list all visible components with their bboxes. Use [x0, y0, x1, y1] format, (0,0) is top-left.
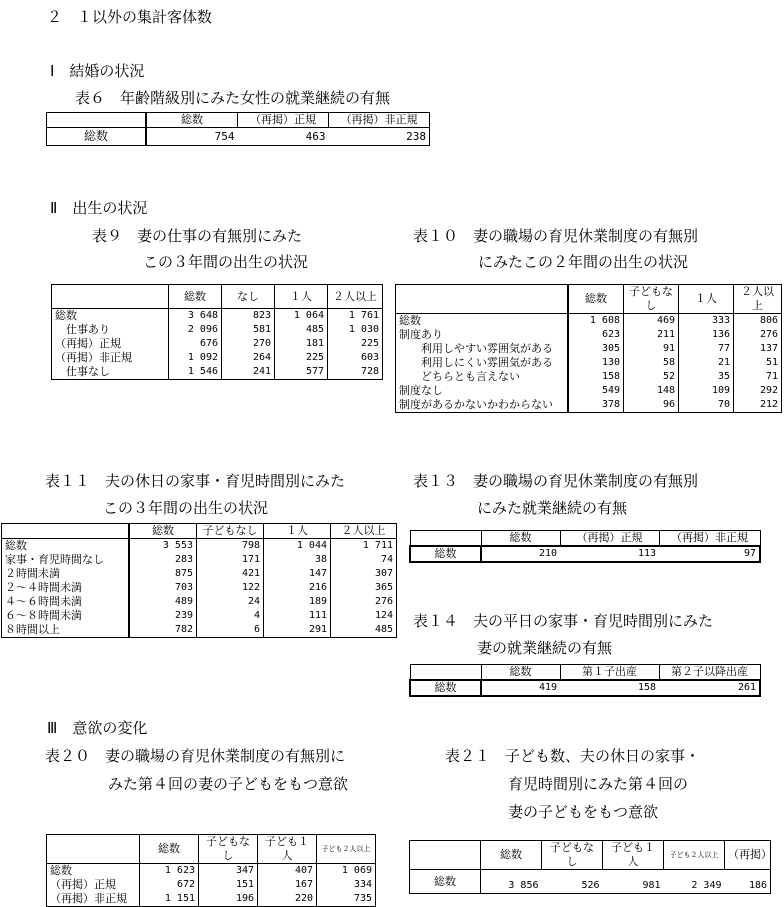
cell-value: 6	[197, 623, 264, 638]
cell-value: 216	[264, 581, 331, 595]
table-header-cell: （再掲）非正規	[329, 113, 430, 128]
table-header-cell: （再掲）	[725, 841, 771, 870]
table-header-cell	[410, 841, 481, 870]
cell-value: 875	[129, 567, 197, 581]
cell-value: 365	[331, 581, 397, 595]
cell-value: 981	[603, 870, 664, 894]
cell-value: 798	[197, 539, 264, 554]
cell-value: 148	[624, 384, 679, 398]
table10-caption-line1: 表１０ 妻の職場の育児休業制度の有無別	[413, 227, 699, 245]
cell-value: 485	[331, 623, 397, 638]
table-header-cell: 総数	[481, 841, 542, 870]
table-header-cell: 第２子以降出産	[659, 665, 760, 681]
table-row	[410, 680, 760, 696]
table10-body	[396, 314, 782, 413]
table-header-row	[52, 285, 383, 309]
cell-value: 292	[734, 384, 782, 398]
row-label: ４～６時間未満	[2, 595, 130, 609]
cell-value: 463	[238, 128, 329, 146]
row-label: 総数	[52, 309, 169, 324]
table6	[46, 112, 430, 146]
cell-value: 735	[317, 892, 376, 907]
cell-value: 1 069	[317, 864, 376, 879]
table-header-cell: 総数	[146, 113, 238, 128]
row-label: どちらとも言えない	[396, 370, 569, 384]
table-header-cell: 子ども１人	[603, 841, 664, 870]
table-header-cell: 総数	[481, 665, 560, 681]
row-label: 総数	[410, 870, 481, 894]
cell-value: 782	[129, 623, 197, 638]
cell-value: 52	[624, 370, 679, 384]
cell-value: 158	[560, 680, 659, 696]
cell-value: 305	[568, 342, 624, 356]
table-header-cell	[52, 285, 169, 309]
cell-value: 2 096	[169, 323, 222, 337]
cell-value: 421	[197, 567, 264, 581]
cell-value: 96	[624, 398, 679, 413]
table-row	[410, 870, 771, 894]
cell-value: 276	[734, 328, 782, 342]
table-header-cell: 総数	[169, 285, 222, 309]
table-header-row	[47, 113, 430, 128]
cell-value: 270	[222, 337, 275, 351]
table-row	[396, 398, 782, 413]
row-label: ８時間以上	[2, 623, 130, 638]
table11-caption-line1: 表１１ 夫の休日の家事・育児時間別にみた	[45, 472, 346, 490]
table-header-row	[410, 531, 760, 547]
cell-value: 109	[679, 384, 734, 398]
table-row	[396, 314, 782, 329]
table-header-row	[2, 524, 397, 539]
cell-value: 58	[624, 356, 679, 370]
table-row	[52, 323, 383, 337]
row-label: 制度なし	[396, 384, 569, 398]
cell-value: 3 648	[169, 309, 222, 324]
cell-value: 74	[331, 553, 397, 567]
cell-value: 97	[659, 546, 760, 562]
table-header-cell: ２人以上	[328, 285, 383, 309]
table13	[409, 530, 761, 563]
cell-value: 581	[222, 323, 275, 337]
table-row	[2, 567, 397, 581]
table-header-cell: ２人以上	[331, 524, 397, 539]
table-row	[396, 356, 782, 370]
cell-value: 469	[624, 314, 679, 329]
row-label: 総数	[47, 864, 140, 879]
table-row	[410, 546, 760, 562]
table11-caption-line2: この３年間の出生の状況	[103, 499, 269, 517]
cell-value: 1 761	[328, 309, 383, 324]
table13-caption-line2: にみた就業継続の有無	[477, 499, 628, 517]
section-title-marriage: Ⅰ 結婚の状況	[50, 62, 145, 80]
cell-value: 35	[679, 370, 734, 384]
cell-value: 77	[679, 342, 734, 356]
table6-caption: 表６ 年齢階級別にみた女性の就業継続の有無	[75, 89, 391, 107]
cell-value: 489	[129, 595, 197, 609]
cell-value: 1 546	[169, 365, 222, 380]
cell-value: 4	[197, 609, 264, 623]
table-header-cell	[410, 531, 481, 547]
cell-value: 378	[568, 398, 624, 413]
table-header-cell: 子どもなし	[197, 524, 264, 539]
table-header-cell: 子ども２人以上	[664, 841, 725, 870]
row-label: 制度があるかないかわからない	[396, 398, 569, 413]
table9	[51, 284, 383, 380]
row-label: 利用しにくい雰囲気がある	[396, 356, 569, 370]
cell-value: 167	[258, 878, 317, 892]
cell-value: 24	[197, 595, 264, 609]
table9-caption-line1: 表９ 妻の仕事の有無別にみた	[92, 227, 303, 245]
table-header-cell: （再掲）正規	[560, 531, 659, 547]
cell-value: 211	[624, 328, 679, 342]
cell-value: 220	[258, 892, 317, 907]
cell-value: 485	[275, 323, 328, 337]
cell-value: 239	[129, 609, 197, 623]
table-header-cell: （再掲）非正規	[659, 531, 760, 547]
table-header-cell	[396, 285, 569, 314]
cell-value: 549	[568, 384, 624, 398]
row-label: ２時間未満	[2, 567, 130, 581]
table21	[409, 840, 771, 894]
table-header-cell: 子どもなし	[199, 835, 258, 864]
table11-body	[2, 539, 397, 638]
cell-value: 136	[679, 328, 734, 342]
table-header-cell: （再掲）正規	[238, 113, 329, 128]
cell-value: 1 151	[140, 892, 199, 907]
row-label: 制度あり	[396, 328, 569, 342]
table-row	[396, 370, 782, 384]
row-label: ６～８時間未満	[2, 609, 130, 623]
table9-body	[52, 309, 383, 380]
cell-value: 241	[222, 365, 275, 380]
cell-value: 283	[129, 553, 197, 567]
cell-value: 225	[275, 351, 328, 365]
table-row	[396, 328, 782, 342]
table21-caption-line2: 育児時間別にみた第４回の	[508, 775, 689, 793]
row-label: （再掲）正規	[47, 878, 140, 892]
cell-value: 186	[725, 870, 771, 894]
table-header-row	[410, 665, 760, 681]
cell-value: 347	[199, 864, 258, 879]
table11	[1, 523, 397, 638]
section-title-birth: Ⅱ 出生の状況	[50, 199, 148, 217]
cell-value: 1 623	[140, 864, 199, 879]
table20	[46, 834, 376, 907]
cell-value: 2 349	[664, 870, 725, 894]
table14-caption-line1: 表１４ 夫の平日の家事・育児時間別にみた	[413, 612, 714, 630]
table-row	[52, 309, 383, 324]
cell-value: 754	[146, 128, 238, 146]
cell-value: 238	[329, 128, 430, 146]
table10	[395, 284, 782, 413]
table-row	[47, 878, 376, 892]
cell-value: 122	[197, 581, 264, 595]
cell-value: 181	[275, 337, 328, 351]
table14	[409, 664, 761, 697]
table20-body	[47, 864, 376, 907]
cell-value: 823	[222, 309, 275, 324]
cell-value: 51	[734, 356, 782, 370]
cell-value: 728	[328, 365, 383, 380]
table-header-cell: 子ども１人	[258, 835, 317, 864]
cell-value: 1 044	[264, 539, 331, 554]
table-header-cell: 子ども２人以上	[317, 835, 376, 864]
table-row	[47, 892, 376, 907]
table-row	[2, 581, 397, 595]
cell-value: 71	[734, 370, 782, 384]
table-header-cell: 第１子出産	[560, 665, 659, 681]
table10-caption-line2: にみたこの２年間の出生の状況	[478, 253, 689, 271]
table21-caption-line1: 表２１ 子ども数、夫の休日の家事・	[445, 747, 701, 765]
cell-value: 225	[328, 337, 383, 351]
row-label: （再掲）非正規	[52, 351, 169, 365]
cell-value: 3 553	[129, 539, 197, 554]
table-header-cell	[2, 524, 130, 539]
cell-value: 676	[169, 337, 222, 351]
cell-value: 212	[734, 398, 782, 413]
cell-value: 407	[258, 864, 317, 879]
cell-value: 806	[734, 314, 782, 329]
cell-value: 3 856	[481, 870, 542, 894]
cell-value: 137	[734, 342, 782, 356]
table-header-cell: 総数	[568, 285, 624, 314]
cell-value: 91	[624, 342, 679, 356]
row-label: 総数	[410, 680, 481, 696]
cell-value: 307	[331, 567, 397, 581]
row-label: 総数	[2, 539, 130, 554]
row-label: ２～４時間未満	[2, 581, 130, 595]
cell-value: 130	[568, 356, 624, 370]
table-row	[2, 609, 397, 623]
cell-value: 21	[679, 356, 734, 370]
table-header-row	[396, 285, 782, 314]
cell-value: 603	[328, 351, 383, 365]
cell-value: 210	[481, 546, 560, 562]
cell-value: 196	[199, 892, 258, 907]
table-header-row	[47, 835, 376, 864]
cell-value: 526	[542, 870, 603, 894]
row-label: 仕事あり	[52, 323, 169, 337]
cell-value: 1 092	[169, 351, 222, 365]
table-row	[396, 384, 782, 398]
page-heading: ２ １以外の集計客体数	[47, 8, 213, 26]
table-header-cell: なし	[222, 285, 275, 309]
cell-value: 623	[568, 328, 624, 342]
cell-value: 147	[264, 567, 331, 581]
table-header-cell: １人	[264, 524, 331, 539]
cell-value: 1 608	[568, 314, 624, 329]
table20-caption-line2: みた第４回の妻の子どもをもつ意欲	[108, 775, 349, 793]
table14-caption-line2: 妻の就業継続の有無	[477, 639, 613, 657]
section-title-motivation: Ⅲ 意欲の変化	[47, 719, 148, 737]
cell-value: 261	[659, 680, 760, 696]
row-label: 利用しやすい雰囲気がある	[396, 342, 569, 356]
table20-caption-line1: 表２０ 妻の職場の育児休業制度の有無別に	[45, 747, 346, 765]
table-row	[396, 342, 782, 356]
table9-caption-line2: この３年間の出生の状況	[143, 253, 309, 271]
cell-value: 189	[264, 595, 331, 609]
row-label: （再掲）非正規	[47, 892, 140, 907]
table-header-row	[410, 841, 771, 870]
cell-value: 264	[222, 351, 275, 365]
row-label: 家事・育児時間なし	[2, 553, 130, 567]
row-label: （再掲）正規	[52, 337, 169, 351]
cell-value: 113	[560, 546, 659, 562]
cell-value: 158	[568, 370, 624, 384]
table-header-cell: 子どもなし	[624, 285, 679, 314]
cell-value: 1 711	[331, 539, 397, 554]
cell-value: 672	[140, 878, 199, 892]
table-header-cell	[47, 113, 147, 128]
cell-value: 276	[331, 595, 397, 609]
table-header-cell	[410, 665, 481, 681]
cell-value: 151	[199, 878, 258, 892]
cell-value: 291	[264, 623, 331, 638]
row-label: 仕事なし	[52, 365, 169, 380]
table-header-cell: 総数	[129, 524, 197, 539]
table21-caption-line3: 妻の子どもをもつ意欲	[508, 803, 659, 821]
table-row	[52, 337, 383, 351]
table-header-cell: １人	[679, 285, 734, 314]
row-label: 総数	[410, 546, 481, 562]
cell-value: 703	[129, 581, 197, 595]
table-row	[2, 539, 397, 554]
table-header-cell: １人	[275, 285, 328, 309]
cell-value: 577	[275, 365, 328, 380]
row-label: 総数	[396, 314, 569, 329]
cell-value: 70	[679, 398, 734, 413]
cell-value: 38	[264, 553, 331, 567]
cell-value: 1 030	[328, 323, 383, 337]
table-row	[52, 365, 383, 380]
cell-value: 334	[317, 878, 376, 892]
table-row	[47, 864, 376, 879]
cell-value: 111	[264, 609, 331, 623]
table-row	[2, 623, 397, 638]
table-row	[2, 553, 397, 567]
table-row	[52, 351, 383, 365]
table-row	[2, 595, 397, 609]
cell-value: 419	[481, 680, 560, 696]
table-header-cell: 子どもなし	[542, 841, 603, 870]
table-header-cell: 総数	[481, 531, 560, 547]
table-header-cell	[47, 835, 140, 864]
cell-value: 333	[679, 314, 734, 329]
table-header-cell: 総数	[140, 835, 199, 864]
row-label: 総数	[47, 128, 147, 146]
table13-caption-line1: 表１３ 妻の職場の育児休業制度の有無別	[413, 472, 699, 490]
cell-value: 171	[197, 553, 264, 567]
cell-value: 124	[331, 609, 397, 623]
cell-value: 1 064	[275, 309, 328, 324]
table-row	[47, 128, 430, 146]
table-header-cell: ２人以上	[734, 285, 782, 314]
